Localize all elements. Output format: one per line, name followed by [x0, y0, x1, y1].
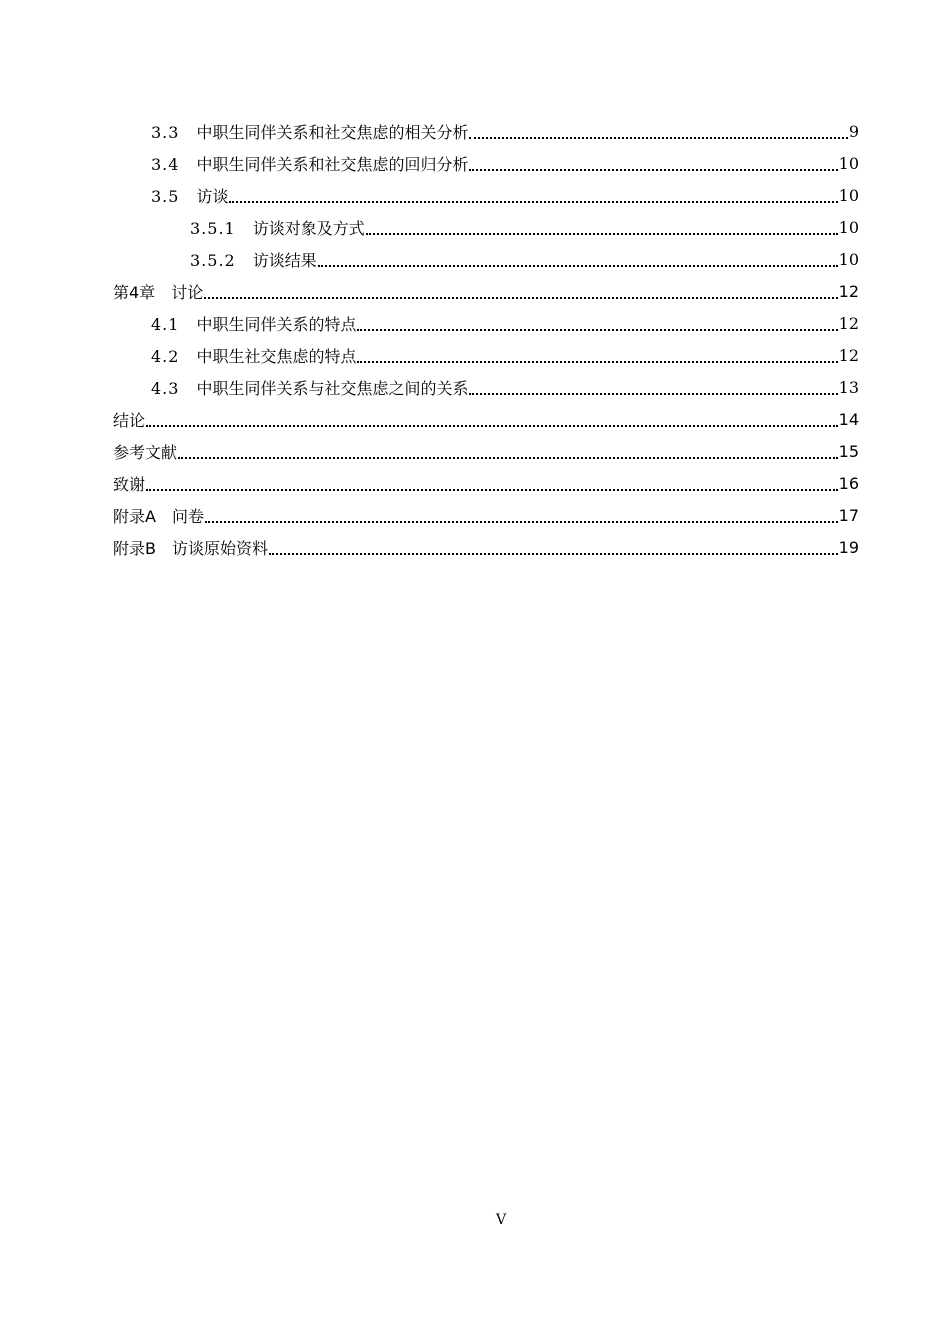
toc-dot-leader [146, 415, 838, 427]
toc-dot-leader [178, 447, 838, 459]
toc-dot-leader [366, 223, 838, 235]
toc-page-number: 10 [838, 217, 859, 237]
toc-entry-3-5[interactable] [151, 179, 859, 211]
toc-section-number: 3.5 [151, 186, 197, 206]
toc-entry-references[interactable] [113, 435, 859, 467]
toc-chapter-title: 致谢 [113, 474, 146, 494]
toc-section-title: 中职生同伴关系的特点 [196, 314, 357, 334]
toc-page-number: 10 [838, 249, 859, 269]
toc-page-number: 19 [838, 537, 859, 557]
toc-section-title: 访谈结果 [252, 250, 317, 270]
toc-entry-4-2[interactable] [151, 339, 859, 371]
toc-chapter-number: 第4章 [113, 282, 172, 302]
toc-chapter-number: 附录B [113, 538, 172, 558]
footer-page-number: V [495, 1212, 507, 1228]
toc-chapter-title: 结论 [113, 410, 146, 430]
toc-page-number: 9 [848, 121, 859, 141]
toc-entry-chapter-4[interactable] [113, 275, 859, 307]
toc-entry-3-5-2[interactable] [190, 243, 859, 275]
toc-entry-conclusion[interactable] [113, 403, 859, 435]
toc-section-title: 访谈 [196, 186, 229, 206]
toc-page-number: 12 [838, 345, 859, 365]
toc-chapter-title: 讨论 [171, 282, 204, 302]
toc-section-title: 中职生同伴关系和社交焦虑的相关分析 [196, 122, 469, 142]
toc-dot-leader [146, 479, 838, 491]
toc-section-number: 3.5.1 [190, 218, 253, 238]
toc-section-number: 4.3 [151, 378, 197, 398]
toc-chapter-title: 访谈原始资料 [171, 538, 268, 558]
toc-dot-leader [229, 191, 837, 203]
toc-dot-leader [357, 351, 837, 363]
toc-dot-leader [357, 319, 837, 331]
toc-section-number: 4.1 [151, 314, 197, 334]
toc-section-title: 访谈对象及方式 [252, 218, 365, 238]
toc-chapter-number: 附录A [113, 506, 172, 526]
toc-section-number: 3.5.2 [190, 250, 253, 270]
toc-dot-leader [204, 287, 837, 299]
toc-entry-acknowledgements[interactable] [113, 467, 859, 499]
toc-section-title: 中职生同伴关系与社交焦虑之间的关系 [196, 378, 469, 398]
toc-entry-appendix-b[interactable] [113, 531, 859, 563]
toc-dot-leader [318, 255, 838, 267]
toc-entry-3-4[interactable] [151, 147, 859, 179]
toc-section-title: 中职生社交焦虑的特点 [196, 346, 357, 366]
toc-page-number: 10 [838, 185, 859, 205]
toc-page-number: 13 [838, 377, 859, 397]
toc-dot-leader [269, 543, 838, 555]
toc-section-number: 4.2 [151, 346, 197, 366]
toc-entry-3-5-1[interactable] [190, 211, 859, 243]
toc-entry-4-3[interactable] [151, 371, 859, 403]
toc-chapter-title: 问卷 [171, 506, 204, 526]
toc-page-number: 14 [838, 409, 859, 429]
toc-dot-leader [469, 383, 837, 395]
toc-chapter-title: 参考文献 [113, 442, 178, 462]
toc-entry-4-1[interactable] [151, 307, 859, 339]
toc-page-number: 12 [838, 281, 859, 301]
toc-page-number: 12 [838, 313, 859, 333]
toc-entry-3-3[interactable] [151, 115, 859, 147]
toc-section-number: 3.4 [151, 154, 197, 174]
toc-section-title: 中职生同伴关系和社交焦虑的回归分析 [196, 154, 469, 174]
toc-dot-leader [205, 511, 838, 523]
table-of-contents [0, 115, 950, 563]
toc-section-number: 3.3 [151, 122, 197, 142]
toc-page-number: 17 [838, 505, 859, 525]
toc-page-number: 10 [838, 153, 859, 173]
toc-dot-leader [469, 159, 837, 171]
toc-entry-appendix-a[interactable] [113, 499, 859, 531]
toc-page-number: 15 [838, 441, 859, 461]
toc-page-number: 16 [838, 473, 859, 493]
toc-dot-leader [469, 127, 847, 139]
